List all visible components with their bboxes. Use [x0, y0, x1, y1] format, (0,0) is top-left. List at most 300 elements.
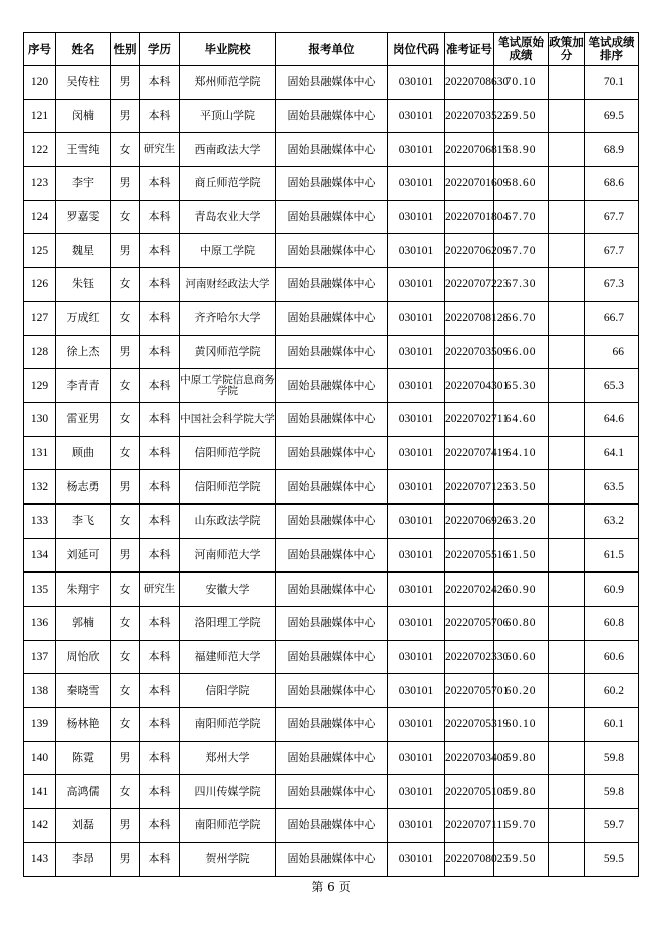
table-row: [24, 607, 639, 641]
cell-ticket-number: 20220705701: [445, 674, 494, 708]
cell-school: 河南师范大学: [180, 538, 276, 572]
cell-gender: 女: [111, 572, 140, 606]
cell-score: 63.20: [494, 504, 549, 538]
cell-school: 中原工学院信息商务学院: [180, 369, 276, 403]
cell-name: 杨志勇: [56, 470, 111, 504]
cell-gender: 男: [111, 66, 140, 100]
cell-position-code: 030101: [388, 504, 445, 538]
cell-school: 贺州学院: [180, 842, 276, 876]
cell-education: 本科: [140, 66, 180, 100]
cell-school: 郑州大学: [180, 741, 276, 775]
cell-education: 本科: [140, 301, 180, 335]
cell-number: 123: [24, 167, 56, 201]
table-row: [24, 133, 639, 167]
cell-position-code: 030101: [388, 200, 445, 234]
cell-unit: 固始县融媒体中心: [276, 640, 388, 674]
cell-number: 122: [24, 133, 56, 167]
cell-bonus: [549, 301, 585, 335]
cell-gender: 女: [111, 640, 140, 674]
cell-position-code: 030101: [388, 640, 445, 674]
cell-score: 66.70: [494, 301, 549, 335]
cell-score: 64.60: [494, 402, 549, 436]
cell-school: 山东政法学院: [180, 504, 276, 538]
cell-score: 68.60: [494, 167, 549, 201]
header-cell: 毕业院校: [180, 33, 276, 66]
cell-bonus: [549, 234, 585, 268]
cell-name: 杨林艳: [56, 708, 111, 742]
table-row: [24, 708, 639, 742]
cell-gender: 女: [111, 674, 140, 708]
cell-score: 67.70: [494, 234, 549, 268]
cell-score: 69.50: [494, 99, 549, 133]
cell-rank: 69.5: [585, 99, 639, 133]
table-row: [24, 436, 639, 470]
cell-gender: 男: [111, 234, 140, 268]
cell-education: 研究生: [140, 572, 180, 606]
cell-name: 闵楠: [56, 99, 111, 133]
cell-school: 南阳师范学院: [180, 708, 276, 742]
cell-name: 万成红: [56, 301, 111, 335]
cell-name: 李飞: [56, 504, 111, 538]
cell-education: 本科: [140, 708, 180, 742]
cell-unit: 固始县融媒体中心: [276, 66, 388, 100]
cell-bonus: [549, 470, 585, 504]
cell-rank: 60.8: [585, 607, 639, 641]
cell-name: 顾曲: [56, 436, 111, 470]
cell-school: 商丘师范学院: [180, 167, 276, 201]
cell-rank: 61.5: [585, 538, 639, 572]
cell-name: 王雪纯: [56, 133, 111, 167]
cell-score: 68.90: [494, 133, 549, 167]
cell-position-code: 030101: [388, 809, 445, 843]
cell-education: 本科: [140, 674, 180, 708]
cell-bonus: [549, 741, 585, 775]
cell-school: 南阳师范学院: [180, 809, 276, 843]
cell-gender: 女: [111, 708, 140, 742]
cell-rank: 67.3: [585, 268, 639, 302]
cell-name: 罗嘉雯: [56, 200, 111, 234]
cell-unit: 固始县融媒体中心: [276, 133, 388, 167]
cell-position-code: 030101: [388, 572, 445, 606]
cell-gender: 女: [111, 133, 140, 167]
cell-position-code: 030101: [388, 99, 445, 133]
cell-name: 魏星: [56, 234, 111, 268]
cell-position-code: 030101: [388, 268, 445, 302]
cell-unit: 固始县融媒体中心: [276, 674, 388, 708]
cell-position-code: 030101: [388, 674, 445, 708]
table-row: [24, 234, 639, 268]
table-row: [24, 640, 639, 674]
cell-rank: 60.1: [585, 708, 639, 742]
cell-unit: 固始县融媒体中心: [276, 402, 388, 436]
table-row: [24, 741, 639, 775]
cell-score: 60.60: [494, 640, 549, 674]
cell-ticket-number: 20220702330: [445, 640, 494, 674]
cell-number: 140: [24, 741, 56, 775]
cell-rank: 70.1: [585, 66, 639, 100]
cell-ticket-number: 20220705706: [445, 607, 494, 641]
cell-score: 60.10: [494, 708, 549, 742]
cell-unit: 固始县融媒体中心: [276, 572, 388, 606]
cell-gender: 男: [111, 809, 140, 843]
cell-ticket-number: 20220703522: [445, 99, 494, 133]
table-row: [24, 369, 639, 403]
cell-name: 郭楠: [56, 607, 111, 641]
header-cell: 姓名: [56, 33, 111, 66]
cell-name: 刘延可: [56, 538, 111, 572]
cell-number: 139: [24, 708, 56, 742]
cell-name: 周怡欣: [56, 640, 111, 674]
cell-education: 本科: [140, 167, 180, 201]
cell-rank: 60.2: [585, 674, 639, 708]
cell-gender: 女: [111, 268, 140, 302]
cell-unit: 固始县融媒体中心: [276, 436, 388, 470]
cell-rank: 63.5: [585, 470, 639, 504]
cell-education: 本科: [140, 335, 180, 369]
cell-name: 陈霓: [56, 741, 111, 775]
cell-position-code: 030101: [388, 369, 445, 403]
cell-school: 信阳师范学院: [180, 470, 276, 504]
cell-education: 本科: [140, 470, 180, 504]
cell-bonus: [549, 436, 585, 470]
cell-school: 青岛农业大学: [180, 200, 276, 234]
cell-gender: 男: [111, 538, 140, 572]
cell-position-code: 030101: [388, 470, 445, 504]
cell-score: 60.80: [494, 607, 549, 641]
cell-unit: 固始县融媒体中心: [276, 842, 388, 876]
table-row: [24, 572, 639, 606]
cell-ticket-number: 20220705319: [445, 708, 494, 742]
cell-unit: 固始县融媒体中心: [276, 167, 388, 201]
table-row: [24, 470, 639, 504]
cell-school: 中国社会科学院大学: [180, 402, 276, 436]
cell-bonus: [549, 775, 585, 809]
cell-position-code: 030101: [388, 708, 445, 742]
cell-bonus: [549, 99, 585, 133]
cell-education: 本科: [140, 842, 180, 876]
cell-number: 124: [24, 200, 56, 234]
header-cell: 政策加分: [549, 33, 585, 66]
cell-ticket-number: 20220705108: [445, 775, 494, 809]
cell-number: 136: [24, 607, 56, 641]
cell-number: 121: [24, 99, 56, 133]
cell-rank: 68.6: [585, 167, 639, 201]
cell-number: 131: [24, 436, 56, 470]
cell-gender: 女: [111, 504, 140, 538]
cell-position-code: 030101: [388, 775, 445, 809]
page-number: 第 6 页: [311, 880, 351, 894]
cell-school: 四川传媒学院: [180, 775, 276, 809]
cell-rank: 68.9: [585, 133, 639, 167]
cell-school: 中原工学院: [180, 234, 276, 268]
cell-school: 洛阳理工学院: [180, 607, 276, 641]
cell-bonus: [549, 133, 585, 167]
cell-rank: 64.1: [585, 436, 639, 470]
cell-gender: 女: [111, 200, 140, 234]
cell-education: 本科: [140, 234, 180, 268]
cell-ticket-number: 20220707419: [445, 436, 494, 470]
cell-gender: 男: [111, 842, 140, 876]
cell-bonus: [549, 607, 585, 641]
table-row: [24, 674, 639, 708]
cell-score: 63.50: [494, 470, 549, 504]
header-cell: 笔试成绩排序: [585, 33, 639, 66]
cell-ticket-number: 20220707123: [445, 470, 494, 504]
cell-position-code: 030101: [388, 234, 445, 268]
table-row: [24, 66, 639, 100]
cell-school: 郑州师范学院: [180, 66, 276, 100]
cell-education: 本科: [140, 369, 180, 403]
cell-number: 129: [24, 369, 56, 403]
cell-bonus: [549, 504, 585, 538]
cell-bonus: [549, 369, 585, 403]
cell-unit: 固始县融媒体中心: [276, 809, 388, 843]
cell-unit: 固始县融媒体中心: [276, 708, 388, 742]
cell-score: 59.70: [494, 809, 549, 843]
cell-position-code: 030101: [388, 538, 445, 572]
cell-number: 130: [24, 402, 56, 436]
header-cell: 笔试原始成绩: [494, 33, 549, 66]
cell-rank: 60.9: [585, 572, 639, 606]
cell-unit: 固始县融媒体中心: [276, 335, 388, 369]
cell-bonus: [549, 167, 585, 201]
cell-number: 138: [24, 674, 56, 708]
cell-number: 120: [24, 66, 56, 100]
cell-rank: 59.8: [585, 741, 639, 775]
header-cell: 岗位代码: [388, 33, 445, 66]
cell-position-code: 030101: [388, 436, 445, 470]
cell-rank: 66: [585, 335, 639, 369]
cell-gender: 女: [111, 369, 140, 403]
cell-ticket-number: 20220707111: [445, 809, 494, 843]
cell-education: 本科: [140, 538, 180, 572]
table-row: [24, 200, 639, 234]
cell-education: 本科: [140, 640, 180, 674]
cell-education: 研究生: [140, 133, 180, 167]
cell-bonus: [549, 200, 585, 234]
cell-unit: 固始县融媒体中心: [276, 470, 388, 504]
cell-number: 135: [24, 572, 56, 606]
cell-education: 本科: [140, 504, 180, 538]
cell-name: 李青青: [56, 369, 111, 403]
cell-unit: 固始县融媒体中心: [276, 607, 388, 641]
cell-number: 141: [24, 775, 56, 809]
cell-gender: 女: [111, 301, 140, 335]
cell-score: 60.20: [494, 674, 549, 708]
cell-name: 朱钰: [56, 268, 111, 302]
cell-number: 143: [24, 842, 56, 876]
table-row: [24, 167, 639, 201]
cell-gender: 女: [111, 775, 140, 809]
cell-position-code: 030101: [388, 301, 445, 335]
table-row: [24, 538, 639, 572]
cell-rank: 67.7: [585, 200, 639, 234]
cell-education: 本科: [140, 607, 180, 641]
cell-school: 信阳学院: [180, 674, 276, 708]
cell-bonus: [549, 809, 585, 843]
cell-unit: 固始县融媒体中心: [276, 741, 388, 775]
table-row: [24, 99, 639, 133]
cell-school: 齐齐哈尔大学: [180, 301, 276, 335]
cell-education: 本科: [140, 268, 180, 302]
cell-gender: 男: [111, 470, 140, 504]
cell-ticket-number: 20220706815: [445, 133, 494, 167]
cell-bonus: [549, 66, 585, 100]
cell-rank: 59.7: [585, 809, 639, 843]
cell-name: 李宇: [56, 167, 111, 201]
cell-unit: 固始县融媒体中心: [276, 369, 388, 403]
cell-education: 本科: [140, 99, 180, 133]
cell-education: 本科: [140, 741, 180, 775]
cell-rank: 60.6: [585, 640, 639, 674]
cell-unit: 固始县融媒体中心: [276, 200, 388, 234]
cell-unit: 固始县融媒体中心: [276, 301, 388, 335]
cell-bonus: [549, 842, 585, 876]
cell-position-code: 030101: [388, 66, 445, 100]
cell-unit: 固始县融媒体中心: [276, 99, 388, 133]
header-cell: 序号: [24, 33, 56, 66]
table-row: [24, 842, 639, 876]
cell-bonus: [549, 268, 585, 302]
cell-ticket-number: 20220706926: [445, 504, 494, 538]
cell-bonus: [549, 674, 585, 708]
cell-education: 本科: [140, 402, 180, 436]
cell-unit: 固始县融媒体中心: [276, 538, 388, 572]
cell-unit: 固始县融媒体中心: [276, 268, 388, 302]
header-row: [24, 33, 639, 66]
cell-position-code: 030101: [388, 335, 445, 369]
cell-gender: 女: [111, 607, 140, 641]
cell-gender: 男: [111, 741, 140, 775]
cell-score: 59.80: [494, 741, 549, 775]
cell-bonus: [549, 335, 585, 369]
cell-gender: 女: [111, 402, 140, 436]
cell-ticket-number: 20220702426: [445, 572, 494, 606]
cell-rank: 64.6: [585, 402, 639, 436]
cell-score: 59.80: [494, 775, 549, 809]
cell-name: 吴传柱: [56, 66, 111, 100]
cell-ticket-number: 20220707223: [445, 268, 494, 302]
cell-rank: 59.8: [585, 775, 639, 809]
cell-number: 133: [24, 504, 56, 538]
table-row: [24, 809, 639, 843]
cell-ticket-number: 20220703408: [445, 741, 494, 775]
cell-name: 朱翔宇: [56, 572, 111, 606]
cell-position-code: 030101: [388, 607, 445, 641]
cell-education: 本科: [140, 436, 180, 470]
header-cell: 性别: [111, 33, 140, 66]
cell-name: 高鸿儒: [56, 775, 111, 809]
cell-ticket-number: 20220701609: [445, 167, 494, 201]
cell-rank: 67.7: [585, 234, 639, 268]
cell-bonus: [549, 538, 585, 572]
cell-score: 65.30: [494, 369, 549, 403]
cell-school: 黄冈师范学院: [180, 335, 276, 369]
cell-school: 西南政法大学: [180, 133, 276, 167]
cell-number: 125: [24, 234, 56, 268]
cell-school: 福建师范大学: [180, 640, 276, 674]
cell-rank: 66.7: [585, 301, 639, 335]
cell-ticket-number: 20220704301: [445, 369, 494, 403]
cell-ticket-number: 20220708023: [445, 842, 494, 876]
cell-education: 本科: [140, 775, 180, 809]
cell-school: 平顶山学院: [180, 99, 276, 133]
cell-unit: 固始县融媒体中心: [276, 234, 388, 268]
cell-ticket-number: 20220702711: [445, 402, 494, 436]
cell-number: 137: [24, 640, 56, 674]
cell-ticket-number: 20220708128: [445, 301, 494, 335]
cell-ticket-number: 20220708630: [445, 66, 494, 100]
header-cell: 学历: [140, 33, 180, 66]
cell-bonus: [549, 402, 585, 436]
cell-unit: 固始县融媒体中心: [276, 504, 388, 538]
cell-ticket-number: 20220705516: [445, 538, 494, 572]
cell-bonus: [549, 572, 585, 606]
cell-score: 61.50: [494, 538, 549, 572]
cell-number: 142: [24, 809, 56, 843]
cell-number: 132: [24, 470, 56, 504]
results-table: [23, 32, 639, 877]
cell-school: 信阳师范学院: [180, 436, 276, 470]
cell-rank: 59.5: [585, 842, 639, 876]
cell-rank: 63.2: [585, 504, 639, 538]
cell-position-code: 030101: [388, 133, 445, 167]
cell-score: 67.70: [494, 200, 549, 234]
cell-name: 李昂: [56, 842, 111, 876]
cell-score: 66.00: [494, 335, 549, 369]
cell-name: 雷亚男: [56, 402, 111, 436]
table-row: [24, 268, 639, 302]
cell-gender: 男: [111, 167, 140, 201]
cell-score: 67.30: [494, 268, 549, 302]
cell-ticket-number: 20220703509: [445, 335, 494, 369]
table-row: [24, 335, 639, 369]
header-cell: 报考单位: [276, 33, 388, 66]
cell-position-code: 030101: [388, 842, 445, 876]
cell-position-code: 030101: [388, 741, 445, 775]
cell-education: 本科: [140, 200, 180, 234]
cell-score: 60.90: [494, 572, 549, 606]
cell-number: 134: [24, 538, 56, 572]
cell-school: 河南财经政法大学: [180, 268, 276, 302]
cell-education: 本科: [140, 809, 180, 843]
cell-gender: 男: [111, 99, 140, 133]
cell-name: 徐上杰: [56, 335, 111, 369]
cell-position-code: 030101: [388, 402, 445, 436]
cell-number: 128: [24, 335, 56, 369]
table-row: [24, 775, 639, 809]
cell-school: 安徽大学: [180, 572, 276, 606]
cell-ticket-number: 20220701804: [445, 200, 494, 234]
cell-unit: 固始县融媒体中心: [276, 775, 388, 809]
cell-gender: 女: [111, 436, 140, 470]
cell-rank: 65.3: [585, 369, 639, 403]
cell-number: 126: [24, 268, 56, 302]
cell-ticket-number: 20220706209: [445, 234, 494, 268]
header-cell: 准考证号: [445, 33, 494, 66]
table-row: [24, 402, 639, 436]
cell-number: 127: [24, 301, 56, 335]
cell-bonus: [549, 640, 585, 674]
table-row: [24, 301, 639, 335]
cell-score: 70.10: [494, 66, 549, 100]
cell-name: 秦晓雪: [56, 674, 111, 708]
cell-name: 刘磊: [56, 809, 111, 843]
cell-gender: 男: [111, 335, 140, 369]
table-row: [24, 504, 639, 538]
cell-score: 59.50: [494, 842, 549, 876]
cell-score: 64.10: [494, 436, 549, 470]
